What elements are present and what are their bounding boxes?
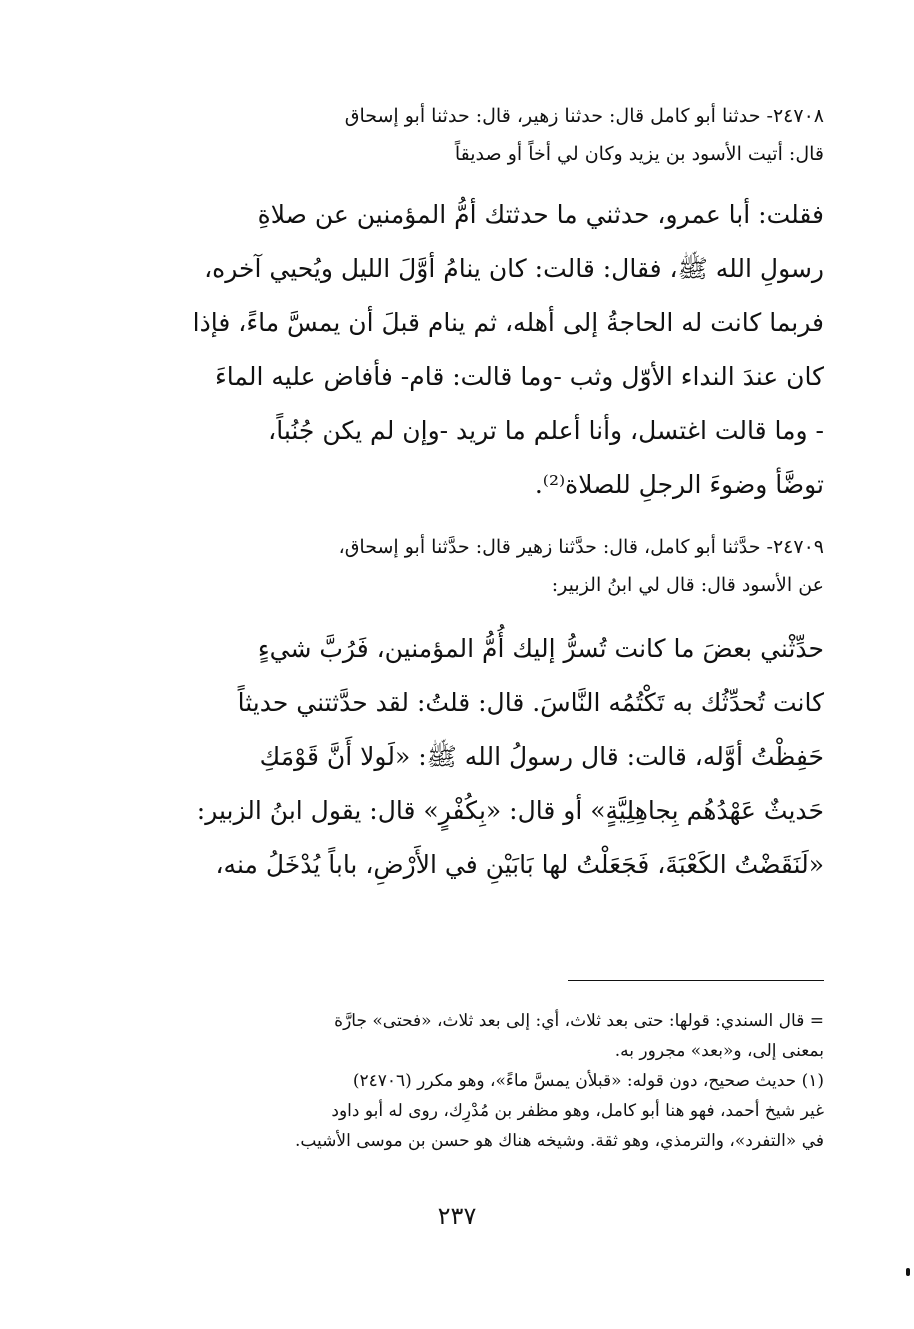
text-line: حَديثٌ عَهْدُهُم بِجاهِلِيَّةٍ» أو قال: «بِكُفْرٍ» قال: يقول ابنُ الزبير: <box>196 796 824 825</box>
footnote-line: (١) حديث صحيح، دون قوله: «قبلأن يمسَّ ماءً»، وهو مكرر (٢٤٧٠٦) <box>352 1071 824 1091</box>
footnote-line: في «التفرد»، والترمذي، وهو ثقة. وشيخه هناك هو حسن بن موسى الأشيب. <box>294 1131 824 1151</box>
text-line: كان عندَ النداء الأوّل وثب -وما قالت: قام- فأفاض عليه الماءَ <box>215 362 824 391</box>
text-line: حَفِظْتُ أوَّله، قالت: قال رسولُ الله ﷺ: «لَولا أَنَّ قَوْمَكِ <box>259 742 824 771</box>
footnote-line: بمعنى إلى، و«بعد» مجرور به. <box>614 1041 824 1061</box>
hadith-24709-isnad <box>128 528 824 604</box>
text-line: قال: أتيت الأسود بن يزيد وكان لي أخاً أو صديقاً <box>454 143 824 165</box>
text-line: ٢٤٧٠٨- حدثنا أبو كامل قال: حدثنا زهير، قال: حدثنا أبو إسحاق <box>344 105 824 127</box>
footnotes <box>128 1006 824 1156</box>
text-line: رسولِ الله ﷺ، فقال: قالت: كان ينامُ أوَّلَ الليل ويُحيي آخره، <box>204 254 824 283</box>
text-line: - وما قالت اغتسل، وأنا أعلم ما تريد -وإن لم يكن جُنُباً، <box>268 416 824 445</box>
text-line: فقلت: أبا عمرو، حدثني ما حدثتك أمُّ المؤمنين عن صلاةِ <box>257 200 824 229</box>
text-line: فربما كانت له الحاجةُ إلى أهله، ثم ينام قبلَ أن يمسَّ ماءً، فإذا <box>192 308 824 337</box>
text-line: «لَنَقَضْتُ الكَعْبَةَ، فَجَعَلْتُ لها بَابَيْنِ في الأَرْضِ، باباً يُدْخَلُ منه، <box>215 850 824 879</box>
hadith-24708-isnad <box>128 97 824 173</box>
page-number: ٢٣٧ <box>437 1202 477 1230</box>
text-line: ٢٤٧٠٩- حدَّثنا أبو كامل، قال: حدَّثنا زهير قال: حدَّثنا أبو إسحاق، <box>338 536 824 558</box>
text-line: كانت تُحدِّثُك به تَكْتُمُه النَّاسَ. قال: قلتُ: لقد حدَّثتني حديثاً <box>237 688 824 717</box>
scan-speck <box>906 1268 910 1276</box>
footnote-line: = قال السندي: قولها: حتى بعد ثلاث، أي: إلى بعد ثلاث، «فحتى» جارَّة <box>334 1011 824 1031</box>
footnote-separator <box>568 980 824 981</box>
text-line: عن الأسود قال: قال لي ابنُ الزبير: <box>551 574 824 596</box>
text-line: حدِّثْني بعضَ ما كانت تُسرُّ إليك أُمُّ المؤمنين، فَرُبَّ شيءٍ <box>257 634 824 663</box>
text-line: توضَّأ وضوءَ الرجلِ للصلاة⁽²⁾. <box>534 470 824 499</box>
hadith-24709-matn <box>128 622 824 892</box>
footnote-line: غير شيخ أحمد، فهو هنا أبو كامل، وهو مظفر بن مُدْرِك، روى له أبو داود <box>331 1101 824 1121</box>
hadith-24708-matn <box>128 188 824 512</box>
